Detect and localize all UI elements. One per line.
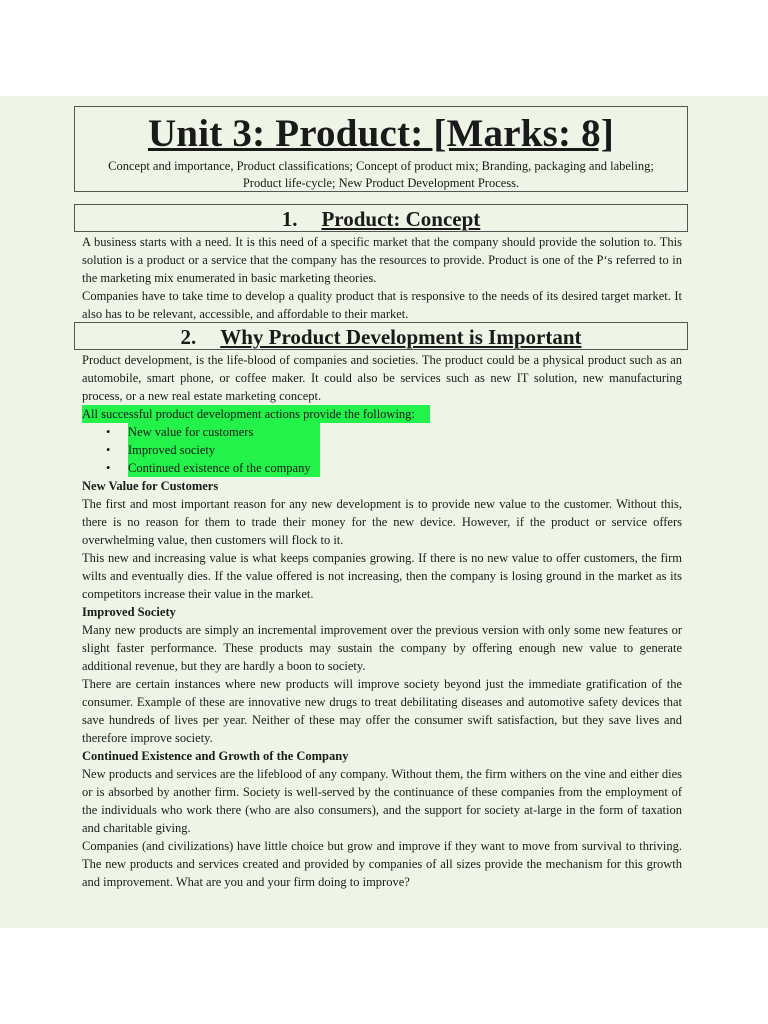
continued-existence-paragraph-1: New products and services are the lifeblood of any company. Without them, the firm withers on the vine and either dies or is absorbed by another firm. Society is well-served by the continuance of these companies from the employment of the individuals who work there (who are also consumers), and the support for society at-large in the form of taxation and charitable giving. — [82, 767, 682, 835]
list-item — [82, 423, 682, 441]
subheading-improved-society: Improved Society — [82, 605, 176, 619]
improved-society-paragraph-2: There are certain instances where new products will improve society beyond just the immediate gratification of the consumer. Example of these are innovative new drugs to treat debilitating diseases and automotive safety devices that save hundreds of lives per year. Neither of these may offer the consumer swift satisfaction, but they save lives and therefore improve society. — [82, 677, 682, 745]
section-1-number: 1. — [281, 207, 298, 231]
subheading-continued-existence: Continued Existence and Growth of the Company — [82, 749, 349, 763]
new-value-paragraph-2: This new and increasing value is what keeps companies growing. If there is no new value to offer customers, the firm wilts and eventually dies. If the value offered is not increasing, then the company is losing ground in the market as its competitors increase their value in the market. — [82, 551, 682, 601]
title-box — [74, 106, 688, 192]
subheading-new-value: New Value for Customers — [82, 479, 219, 493]
list-item-text: Improved society — [128, 441, 320, 459]
section-2-number: 2. — [180, 325, 197, 349]
highlighted-intro — [82, 405, 682, 423]
list-item-text: New value for customers — [128, 423, 320, 441]
section-1-heading — [74, 204, 688, 232]
section-2-body — [82, 351, 682, 891]
section-1-paragraph-2: Companies have to take time to develop a quality product that is responsive to the needs of its desired target market. It also has to be relevant, accessible, and affordable to their market. — [82, 289, 682, 321]
list-item — [82, 459, 682, 477]
subtitle-line-2: Product life-cycle; New Product Development Process. — [242, 176, 520, 190]
list-item — [82, 441, 682, 459]
section-1-paragraph-1: A business starts with a need. It is this need of a specific market that the company should provide the solution to. This solution is a product or a service that the company has the resources to provide. Product is one of the P‘s referred to in the marketing mix enumerated in basic marketing theories. — [82, 235, 682, 285]
highlighted-intro-text: All successful product development actions provide the following: — [82, 405, 430, 423]
new-value-paragraph-1: The first and most important reason for any new development is to provide new value to the customer. Without this, there is no reason for them to trade their money for the new device. However, if the product or service offers overwhelming value, then customers will flock to it. — [82, 497, 682, 547]
page-subtitle — [75, 158, 687, 192]
list-item-text: Continued existence of the company — [128, 459, 320, 477]
section-1-body — [82, 233, 682, 323]
improved-society-paragraph-1: Many new products are simply an incremental improvement over the previous version with only some new features or slight faster performance. These products may sustain the company by offering enough new value to generate additional revenue, but they are hardly a boon to society. — [82, 623, 682, 673]
section-2-heading — [74, 322, 688, 350]
page-title: Unit 3: Product: [Marks: 8] — [147, 112, 615, 155]
document-page — [0, 96, 768, 928]
bullet-icon: • — [106, 443, 111, 457]
benefit-list — [82, 423, 682, 477]
section-2-intro: Product development, is the life-blood of companies and societies. The product could be a physical product such as an automobile, smart phone, or coffee maker. It could also be services such as new IT solution, new manufacturing process, or a new real estate marketing concept. — [82, 353, 682, 403]
section-2-title: Why Product Development is Important — [220, 325, 582, 349]
bullet-icon: • — [106, 425, 111, 439]
continued-existence-paragraph-2: Companies (and civilizations) have little choice but grow and improve if they want to move from survival to thriving. The new products and services created and provided by companies of all sizes provide the mechanism for this growth and improvement. What are you and your firm doing to improve? — [82, 839, 682, 889]
subtitle-line-1: Concept and importance, Product classifications; Concept of product mix; Branding, packaging and labeling; — [108, 159, 654, 173]
section-1-title: Product: Concept — [321, 207, 481, 231]
bullet-icon: • — [106, 461, 111, 475]
